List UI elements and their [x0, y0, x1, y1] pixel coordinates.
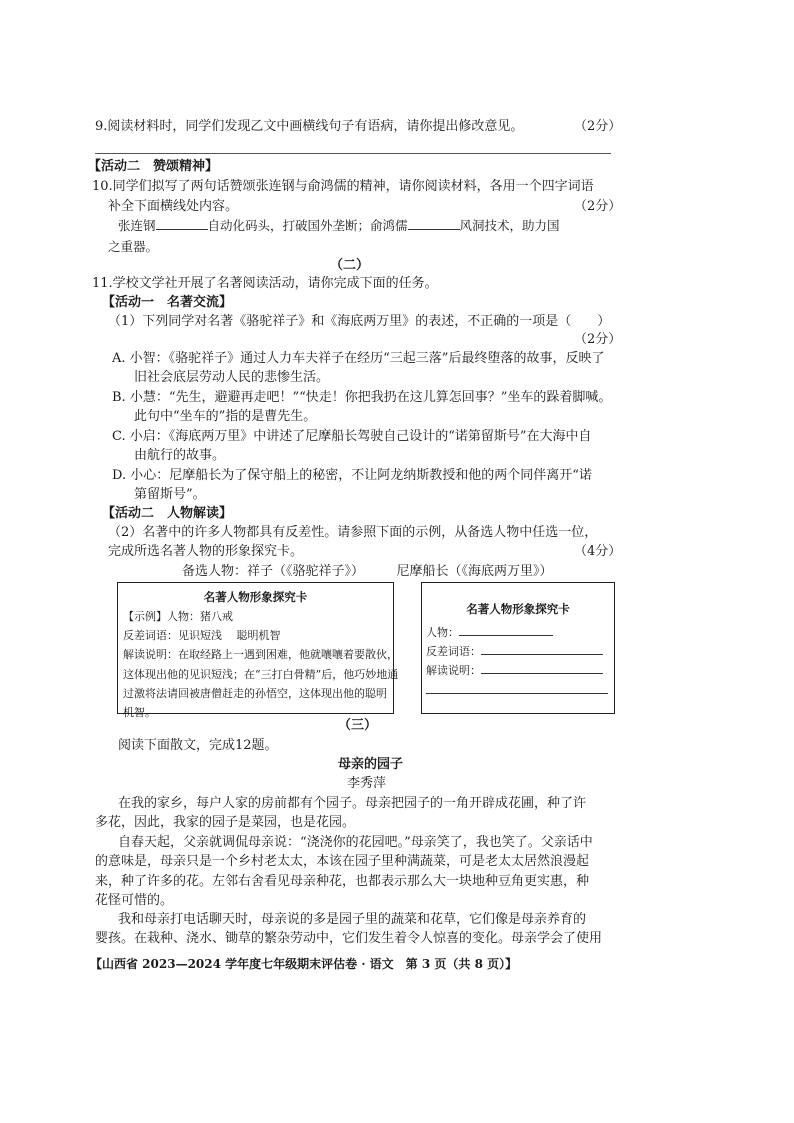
- essay-paragraph-1: 在我的家乡，每户人家的房前都有个园子。母亲把园子的一角开辟成花圃，种了许: [118, 796, 587, 811]
- card-person-row: [426, 623, 614, 642]
- option-b: B. 小慧：“先生，避避再走吧！”“快走！你把我扔在这儿算怎回事？”坐车的跺着脚喊。: [112, 390, 612, 405]
- option-d-cont: 第留斯号”。: [134, 487, 206, 502]
- answer-line: [95, 153, 611, 154]
- option-b-cont: 此句中“坐车的”指的是曹先生。: [134, 409, 317, 424]
- card-example-explain: 解读说明：在取经路上一遇到困难，他就嚷嚷着要散伙，: [123, 648, 398, 662]
- question-10-line1: 10.同学们拟写了两句话赞颂张连钢与俞鸿儒的精神，请你阅读材料，各用一个四字词语: [92, 179, 594, 194]
- question-10-fill-line: [118, 216, 560, 235]
- page-footer: 【山西省 2023—2024 学年度七年级期末评估卷 · 语文 第 3 页（共 8 页）】: [90, 957, 518, 971]
- essay-paragraph-2: 的意味是，母亲只是一个乡村老太太，本该在园子里种满蔬菜，可是老太太居然浪漫起: [95, 854, 590, 869]
- card-example-explain: 机智。: [123, 706, 156, 720]
- activity-heading: 【活动一 名著交流】: [102, 295, 233, 310]
- card-words-blank[interactable]: [481, 654, 603, 655]
- question-9: 9.阅读材料时，同学们发现乙文中画横线句子有语病，请你提出修改意见。: [95, 119, 524, 134]
- card-example-person: 【示例】人物：猪八戒: [123, 609, 233, 623]
- option-c-cont: 由航行的故事。: [134, 448, 226, 463]
- answer-card: [421, 582, 615, 714]
- card-person-label: 人物：: [426, 625, 459, 639]
- card-title: 名著人物形象探究卡: [466, 602, 570, 616]
- card-explain-blank-2[interactable]: [426, 693, 608, 694]
- option-c: C. 小启：《海底两万里》中讲述了尼摩船长驾驶自己设计的“诺第留斯号”在大海中自: [112, 429, 592, 444]
- card-words-row: [426, 642, 614, 661]
- question-10-fill-line2: 之重器。: [108, 239, 159, 254]
- card-explain-row: [426, 661, 614, 680]
- activity-heading: 【活动二 赞颂精神】: [88, 159, 219, 174]
- question-11-2-line2: 完成所选名著人物的形象探究卡。: [108, 544, 304, 559]
- question-9-score: （2分）: [574, 119, 622, 134]
- option-a-cont: 旧社会底层劳动人民的悲惨生活。: [134, 370, 330, 385]
- essay-paragraph-3: 婴孩。在栽种、浇水、锄草的繁杂劳动中，它们发生着令人惊喜的变化。母亲学会了使用: [95, 931, 603, 946]
- question-10-line2: 补全下面横线处内容。: [108, 199, 239, 214]
- question-10-score: （2分）: [574, 199, 622, 214]
- card-explain-blank[interactable]: [481, 673, 603, 674]
- card-example-explain: 这体现出他的见识短浅；在“三打白骨精”后，他巧妙地通: [123, 667, 399, 681]
- example-card: [117, 582, 399, 720]
- answer-blank-1[interactable]: [156, 229, 208, 230]
- card-title: 名著人物形象探究卡: [203, 590, 308, 604]
- essay-paragraph-2: 来，种了许多的花。左邻右舍看见母亲种花，也都表示那么大一块地种豆角更实惠，种: [95, 874, 590, 889]
- card-example-words: 反差词语：见识短浅 聪明机智: [123, 629, 281, 643]
- answer-blank-2[interactable]: [408, 229, 460, 230]
- essay-paragraph-2: 自春天起，父亲就调侃母亲说：“浇浇你的花园吧。”母亲笑了，我也笑了。父亲话中: [118, 835, 593, 850]
- activity-heading: 【活动二 人物解读】: [102, 506, 233, 521]
- option-a: A. 小智：《骆驼祥子》通过人力车夫祥子在经历“三起三落”后最终堕落的故事，反映了: [112, 351, 605, 366]
- question-11-1-score: （2分）: [574, 332, 622, 347]
- question-11-1: （1）下列同学对名著《骆驼祥子》和《海底两万里》的表述，不正确的一项是（ ）: [108, 314, 611, 329]
- card-explain-row-2: [426, 681, 614, 700]
- essay-paragraph-1: 多花，因此，我家的园子是菜园，也是花园。: [95, 815, 356, 830]
- option-d: D. 小心：尼摩船长为了保守船上的秘密，不让阿龙纳斯教授和他的两个同伴离开“诺: [112, 468, 592, 483]
- question-11-2-line1: （2）名著中的许多人物都具有反差性。请参照下面的示例，从备选人物中任选一位，: [108, 525, 598, 540]
- reading-instruction: 阅读下面散文，完成12题。: [118, 738, 278, 753]
- essay-title: 母亲的园子: [338, 757, 404, 772]
- essay-author: 李秀萍: [347, 776, 387, 791]
- card-words-label: 反差词语：: [426, 645, 481, 659]
- card-example-explain: 过激将法请回被唐僧赶走的孙悟空，这体现出他的聪明: [123, 686, 387, 700]
- fill-text-2: 自动化码头，打破国外垄断；俞鸿儒: [207, 218, 408, 233]
- section-heading: （三）: [338, 718, 378, 733]
- fill-text-1: 张连钢: [118, 218, 156, 233]
- question-11-2-score: （4分）: [574, 544, 622, 559]
- essay-paragraph-2: 花怪可惜的。: [95, 893, 174, 908]
- candidate-characters: 备选人物：祥子（《骆驼祥子》） 尼摩船长（《海底两万里》）: [182, 564, 553, 579]
- card-person-blank[interactable]: [459, 635, 553, 636]
- essay-paragraph-3: 我和母亲打电话聊天时，母亲说的多是园子里的蔬菜和花草，它们像是母亲养育的: [118, 912, 587, 927]
- question-11: 11.学校文学社开展了名著阅读活动，请你完成下面的任务。: [92, 276, 438, 291]
- fill-text-3: 风洞技术，助力国: [459, 218, 560, 233]
- card-explain-label: 解读说明：: [426, 664, 481, 678]
- section-heading: （二）: [330, 258, 370, 273]
